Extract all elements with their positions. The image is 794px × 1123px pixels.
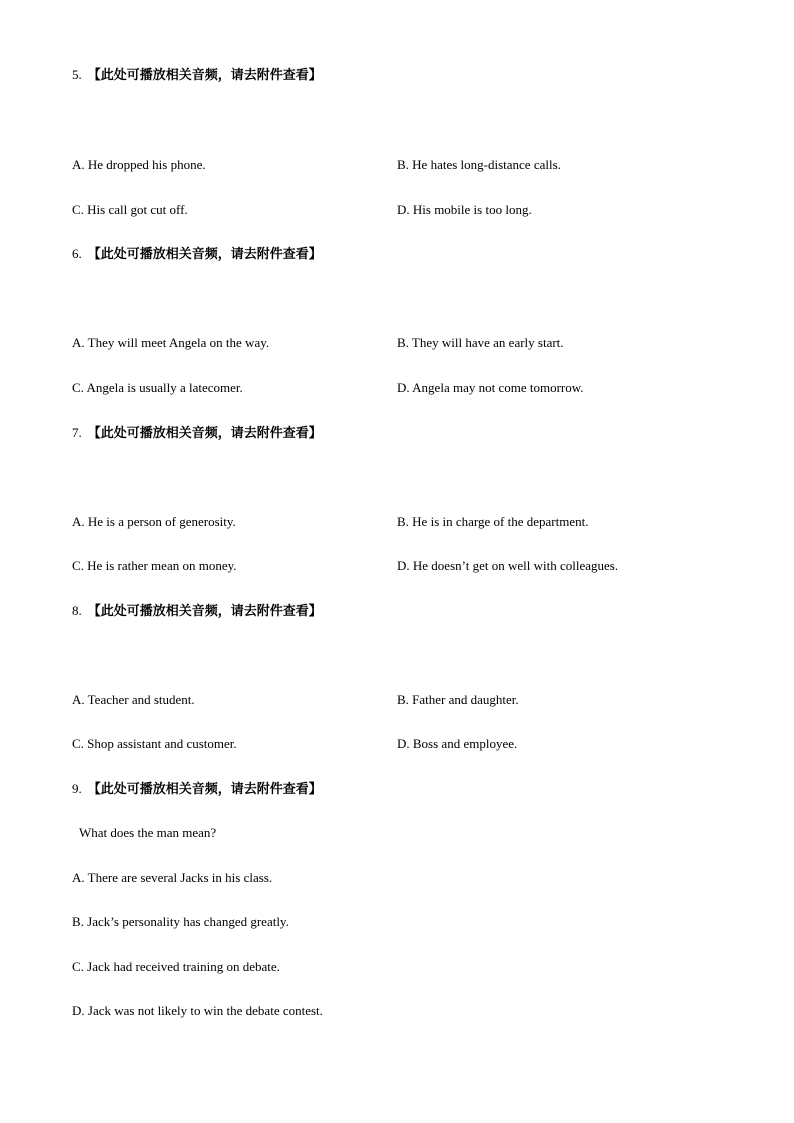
option-d[interactable]: D. He doesn’t get on well with colleagues. [397, 558, 619, 573]
option-d[interactable]: D. Angela may not come tomorrow. [397, 380, 584, 395]
option-c[interactable]: C. Shop assistant and customer. [72, 736, 237, 751]
question-5-header [72, 67, 322, 84]
question-7-header [72, 425, 322, 442]
option-a[interactable]: A. They will meet Angela on the way. [72, 335, 270, 350]
question-9-header [72, 781, 322, 798]
question-text: What does the man mean? [79, 825, 217, 840]
option-b[interactable]: B. Father and daughter. [397, 692, 519, 707]
option-b[interactable]: B. He is in charge of the department. [397, 514, 589, 529]
question-number: 6. [72, 246, 82, 261]
option-c[interactable]: C. His call got cut off. [72, 202, 188, 217]
option-a[interactable]: A. He is a person of generosity. [72, 514, 236, 529]
option-c[interactable]: C. Jack had received training on debate. [72, 959, 280, 974]
option-a[interactable]: A. Teacher and student. [72, 692, 195, 707]
option-d[interactable]: D. Boss and employee. [397, 736, 518, 751]
question-number: 8. [72, 603, 82, 618]
option-d[interactable]: D. Jack was not likely to win the debate contest. [72, 1003, 323, 1018]
audio-placeholder: 【此处可播放相关音频，请去附件查看】 [87, 68, 322, 83]
question-8-header [72, 603, 322, 620]
audio-placeholder: 【此处可播放相关音频，请去附件查看】 [87, 604, 322, 619]
option-c[interactable]: C. He is rather mean on money. [72, 558, 237, 573]
question-number: 7. [72, 425, 82, 440]
audio-placeholder: 【此处可播放相关音频，请去附件查看】 [87, 426, 322, 441]
question-number: 9. [72, 781, 82, 796]
option-a[interactable]: A. There are several Jacks in his class. [72, 870, 273, 885]
option-b[interactable]: B. He hates long-distance calls. [397, 157, 561, 172]
audio-placeholder: 【此处可播放相关音频，请去附件查看】 [87, 782, 322, 797]
option-b[interactable]: B. They will have an early start. [397, 335, 564, 350]
option-b[interactable]: B. Jack’s personality has changed greatly. [72, 914, 289, 929]
option-c[interactable]: C. Angela is usually a latecomer. [72, 380, 243, 395]
question-number: 5. [72, 67, 82, 82]
audio-placeholder: 【此处可播放相关音频，请去附件查看】 [87, 247, 322, 262]
option-a[interactable]: A. He dropped his phone. [72, 157, 206, 172]
question-6-header [72, 246, 322, 263]
option-d[interactable]: D. His mobile is too long. [397, 202, 532, 217]
